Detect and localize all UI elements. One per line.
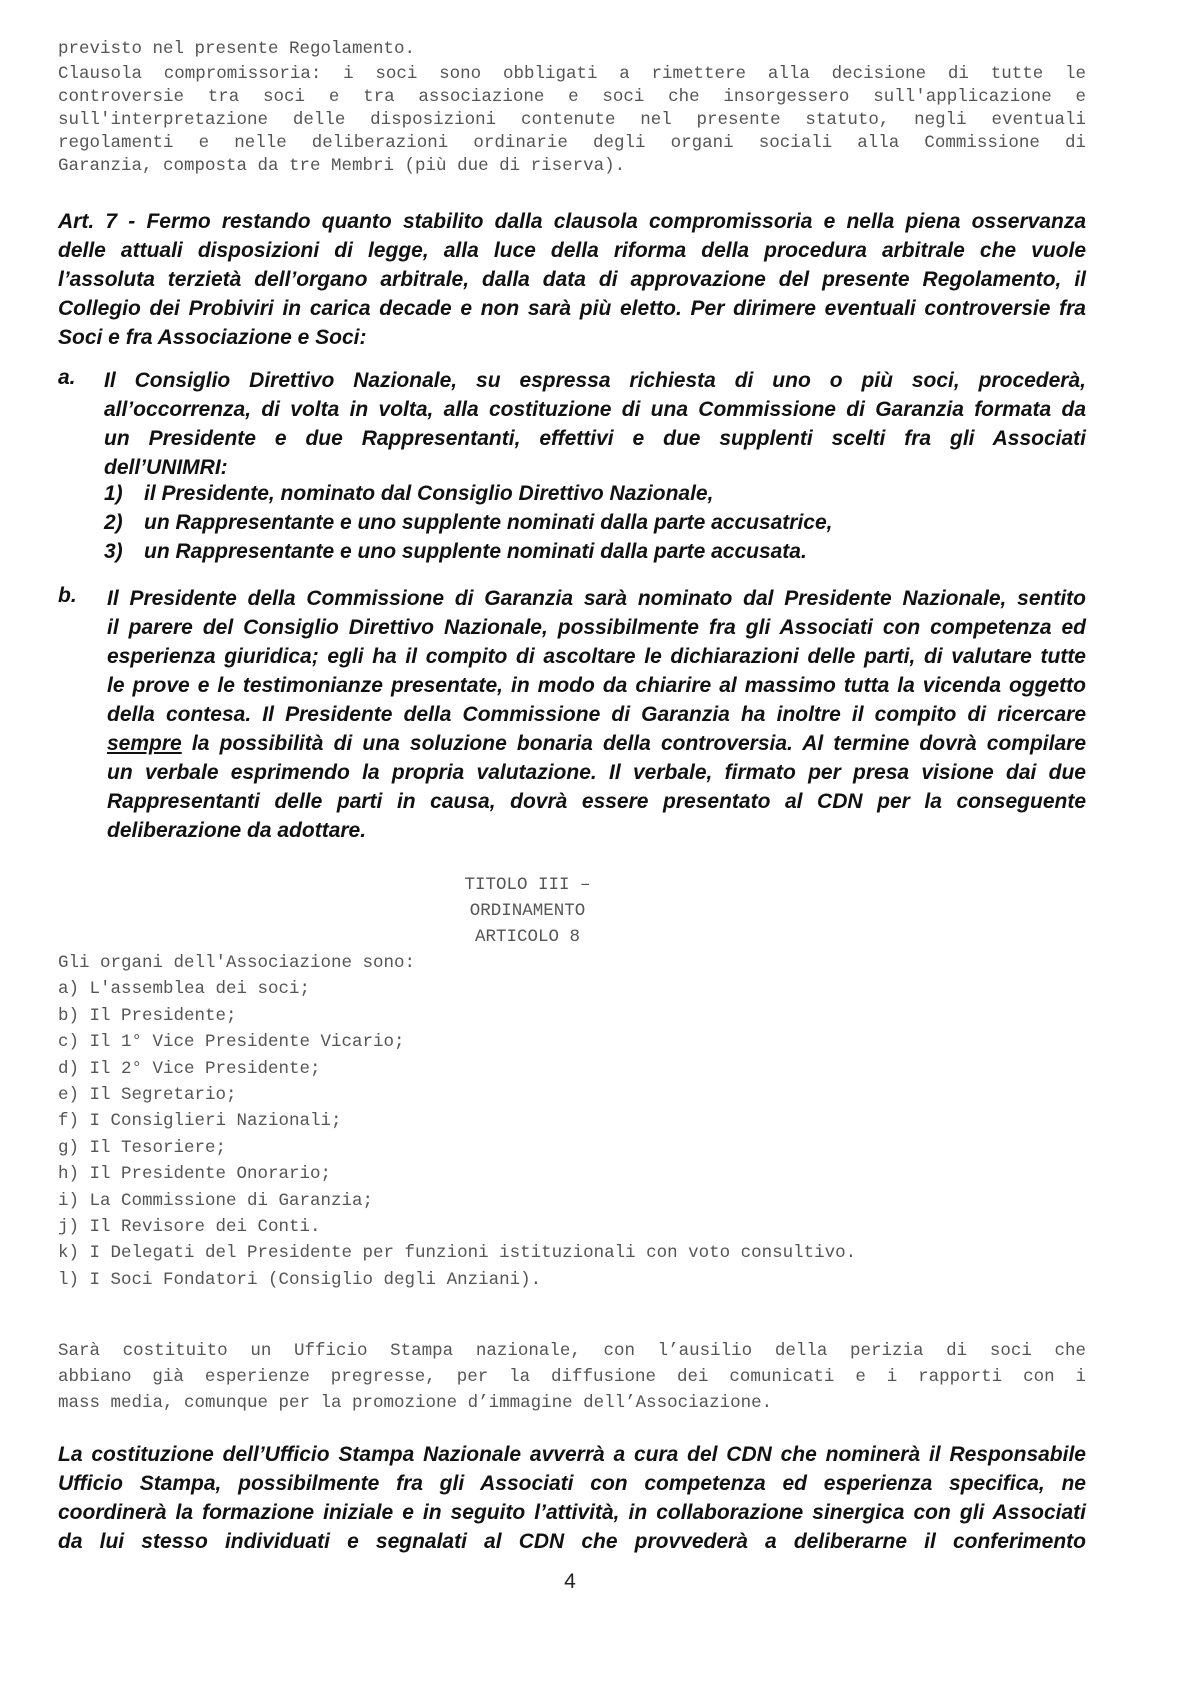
title-line: ORDINAMENTO: [469, 901, 586, 921]
list-item: h) Il Presidente Onorario;: [58, 1164, 332, 1185]
item-b-line: esperienza giuridica; egli ha il compito di ascoltare le dichiarazioni delle parti, di valutare tutte: [107, 645, 1086, 668]
intro-line: sull'interpretazione delle disposizioni contenute nel presente statuto, negli eventuali: [58, 110, 1086, 130]
list-item: c) Il 1° Vice Presidente Vicario;: [58, 1032, 405, 1053]
item-a-text: [104, 366, 1086, 482]
article-7-paragraph: [58, 207, 1086, 352]
item-b-line: le prove e le testimonianze presentate, in modo da chiarire al massimo tutta la vicenda oggetto: [107, 674, 1086, 697]
ufficio-line: abbiano già esperienze pregresse, per la diffusione dei comunicati e i rapporti con i: [58, 1367, 1086, 1387]
sub-item-text: un Rappresentante e uno supplente nominati dalla parte accusatrice,: [144, 511, 833, 534]
list-item: d) Il 2° Vice Presidente;: [58, 1058, 321, 1079]
item-b-line: della contesa. Il Presidente della Commissione di Garanzia ha inoltre il compito di ricercare: [107, 703, 1086, 726]
article-7-line: Art. 7 - Fermo restando quanto stabilito dalla clausola compromissoria e nella piena osservanza: [58, 210, 1086, 233]
item-b-line: Rappresentanti delle parti in causa, dovrà essere presentato al CDN per la conseguente: [107, 790, 1086, 813]
organs-heading: Gli organi dell'Associazione sono:: [58, 953, 416, 973]
sub-item-number: 2): [104, 511, 123, 534]
underlined-word: sempre: [107, 732, 182, 755]
costituzione-line: La costituzione dell’Ufficio Stampa Nazionale avverrà a cura del CDN che nominerà il Responsabile: [58, 1443, 1086, 1466]
item-b-line: Il Presidente della Commissione di Garanzia sarà nominato dal Presidente Nazionale, sentito: [107, 587, 1086, 610]
sub-item-3: [58, 540, 1086, 569]
sub-item-text: un Rappresentante e uno supplente nominati dalla parte accusata.: [144, 540, 807, 563]
intro-line: Garanzia, composta da tre Membri (più due di riserva).: [58, 156, 626, 176]
list-item: a) L'assemblea dei soci;: [58, 979, 311, 1000]
article-7-line: Soci e fra Associazione e Soci:: [58, 326, 367, 349]
item-a-line: un Presidente e due Rappresentanti, effettivi e due supplenti scelti fra gli Associati: [104, 427, 1086, 450]
sub-item-number: 3): [104, 540, 123, 563]
item-a-marker: a.: [58, 366, 76, 389]
item-b: [58, 584, 1086, 854]
item-b-marker: b.: [58, 584, 77, 607]
costituzione-paragraph: [58, 1440, 1086, 1556]
list-item: b) Il Presidente;: [58, 1005, 237, 1026]
page-number: 4: [564, 1570, 576, 1593]
title-line: TITOLO III –: [464, 875, 591, 895]
list-item: g) Il Tesoriere;: [58, 1137, 227, 1158]
list-item: k) I Delegati del Presidente per funzioni istituzionali con voto consultivo.: [58, 1243, 857, 1264]
ufficio-line: Sarà costituito un Ufficio Stampa nazionale, con l’ausilio della perizia di soci che: [58, 1341, 1086, 1361]
list-item: e) Il Segretario;: [58, 1084, 237, 1105]
intro-line: controversie tra soci e tra associazione e soci che insorgessero sull'applicazione e: [58, 87, 1086, 107]
ufficio-paragraph: [58, 1338, 1086, 1416]
sub-item-2: [58, 511, 1086, 540]
sub-item-1: [58, 482, 1086, 511]
costituzione-line: coordinerà la formazione iniziale e in seguito l’attività, in collaborazione sinergica con gli Associati: [58, 1501, 1086, 1524]
costituzione-line: Ufficio Stampa, possibilmente fra gli Associati con competenza ed esperienza specifica, ne: [58, 1472, 1086, 1495]
article-7-line: delle attuali disposizioni di legge, alla luce della riforma della procedura arbitrale che vuole: [58, 239, 1086, 262]
item-b-line: deliberazione da adottare.: [107, 819, 367, 842]
list-item: j) Il Revisore dei Conti.: [58, 1216, 321, 1237]
article-7-line: Collegio dei Probiviri in carica decade e non sarà più eletto. Per dirimere eventuali controversie fra: [58, 297, 1086, 320]
item-b-line: un verbale esprimendo la propria valutazione. Il verbale, firmato per presa visione dai due: [107, 761, 1086, 784]
organs-list: [58, 950, 1086, 1293]
list-item: l) I Soci Fondatori (Consiglio degli Anziani).: [58, 1269, 542, 1290]
intro-line: Clausola compromissoria: i soci sono obbligati a rimettere alla decisione di tutte le: [58, 64, 1086, 84]
sub-item-text: il Presidente, nominato dal Consiglio Direttivo Nazionale,: [144, 482, 714, 505]
title-line: ARTICOLO 8: [474, 927, 581, 947]
sub-item-number: 1): [104, 482, 123, 505]
item-a-line: dell’UNIMRI:: [104, 456, 228, 479]
intro-paragraph: [58, 38, 1086, 178]
list-item: i) La Commissione di Garanzia;: [58, 1190, 374, 1211]
item-b-line: il parere del Consiglio Direttivo Nazionale, possibilmente fra gli Associati con competenza ed: [107, 616, 1086, 639]
item-a-line: Il Consiglio Direttivo Nazionale, su espressa richiesta di uno o più soci, procederà,: [104, 369, 1086, 392]
intro-line: previsto nel presente Regolamento.: [58, 39, 416, 59]
list-item: f) I Consiglieri Nazionali;: [58, 1111, 342, 1132]
item-a: [58, 366, 1086, 576]
article-7-line: l’assoluta terzietà dell’organo arbitrale, dalla data di approvazione del presente Regolamento, il: [58, 268, 1086, 291]
ufficio-line: mass media, comunque per la promozione d’immagine dell’Associazione.: [58, 1393, 773, 1413]
costituzione-line: da lui stesso individuati e segnalati al CDN che provvederà a deliberarne il conferimento: [58, 1530, 1086, 1553]
item-a-line: all’occorrenza, di volta in volta, alla costituzione di una Commissione di Garanzia formata da: [104, 398, 1086, 421]
item-b-line: [107, 729, 1086, 758]
item-b-line-rest: la possibilità di una soluzione bonaria della controversia. Al termine dovrà compilare: [181, 732, 1086, 755]
item-b-text: [107, 584, 1086, 845]
intro-line: regolamenti e nelle deliberazioni ordinarie degli organi sociali alla Commissione di: [58, 133, 1086, 153]
